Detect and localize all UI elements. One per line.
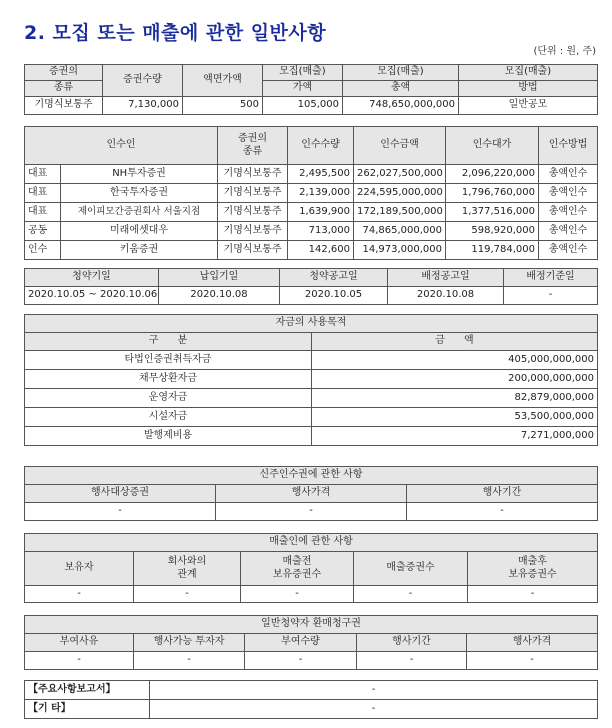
header-offer-total: 모집(매출)	[343, 65, 459, 81]
header-security-type: 증권의 종류	[218, 127, 288, 165]
underwriters-table	[24, 126, 598, 260]
header-underwrite-method: 인수방법	[539, 127, 598, 165]
cell-security-type: 기명식보통주	[218, 241, 288, 260]
cell-method: 총액인수	[539, 222, 598, 241]
cell-category: 타법인증권취득자금	[25, 351, 312, 370]
cell-amount: 172,189,500,000	[354, 203, 446, 222]
cell-role: 인수	[25, 241, 61, 260]
cell-role: 대표	[25, 184, 61, 203]
header-exercise-target: 행사대상증권	[25, 485, 216, 503]
header-subscription-date: 청약기일	[25, 269, 159, 287]
header-before-holdings: 매출전 보유증권수	[241, 552, 354, 586]
cell-before-holdings: -	[241, 586, 354, 603]
cell-underwriter-name: 키움증권	[61, 241, 218, 260]
unit-label: (단위 : 원, 주)	[533, 46, 596, 57]
putback-table	[24, 615, 598, 670]
header-face-value: 액면가액	[183, 65, 263, 97]
cell-sold-shares: -	[354, 586, 468, 603]
cell-amount: 405,000,000,000	[312, 351, 598, 370]
cell-category: 운영자금	[25, 389, 312, 408]
cell-offer-total: 748,650,000,000	[343, 97, 459, 115]
cell-quantity: 7,130,000	[103, 97, 183, 115]
cell-exercise-target: -	[25, 503, 216, 521]
cell-category: 채무상환자금	[25, 370, 312, 389]
table-row	[25, 184, 598, 203]
section-title-seller: 매출인에 관한 사항	[25, 534, 598, 552]
cell-category: 발행제비용	[25, 427, 312, 446]
cell-role: 공동	[25, 222, 61, 241]
cell-method: 총액인수	[539, 184, 598, 203]
cell-qty: 713,000	[288, 222, 354, 241]
header-offer-total-2: 총액	[343, 81, 459, 97]
cell-amount: 224,595,000,000	[354, 184, 446, 203]
table-row	[25, 652, 598, 670]
header-underwrite-fee: 인수대가	[446, 127, 539, 165]
cell-security-type: 기명식보통주	[218, 203, 288, 222]
table-row	[25, 241, 598, 260]
cell-exercise-price: -	[467, 652, 598, 670]
header-security-type-2: 종류	[25, 81, 103, 97]
table-row	[25, 503, 598, 521]
section-title-putback: 일반청약자 환매청구권	[25, 616, 598, 634]
cell-underwriter-name: 제이피모간증권회사 서울지점	[61, 203, 218, 222]
cell-qty: 2,495,500	[288, 165, 354, 184]
header-after-holdings: 매출후 보유증권수	[468, 552, 598, 586]
header-quantity: 증권수량	[103, 65, 183, 97]
cell-fee: 119,784,000	[446, 241, 539, 260]
cell-fee: 2,096,220,000	[446, 165, 539, 184]
table-row	[25, 165, 598, 184]
cell-security-type: 기명식보통주	[218, 184, 288, 203]
cell-role: 대표	[25, 203, 61, 222]
cell-exercise-price: -	[216, 503, 407, 521]
table-row	[25, 389, 598, 408]
cell-face-value: 500	[183, 97, 263, 115]
header-grant-reason: 부여사유	[25, 634, 134, 652]
footer-table	[24, 680, 598, 719]
header-allocation-base-date: 배정기준일	[504, 269, 598, 287]
funds-table	[24, 314, 598, 446]
header-exercise-period: 행사기간	[407, 485, 598, 503]
header-category: 구 분	[25, 333, 312, 351]
header-grant-qty: 부여수량	[245, 634, 357, 652]
header-eligible-investor: 행사가능 투자자	[134, 634, 245, 652]
cell-grant-reason: -	[25, 652, 134, 670]
cell-eligible-investor: -	[134, 652, 245, 670]
cell-offer-method: 일반공모	[459, 97, 598, 115]
cell-security-type: 기명식보통주	[218, 165, 288, 184]
cell-notice-date: 2020.10.05	[280, 287, 388, 305]
header-underwrite-amount: 인수금액	[354, 127, 446, 165]
header-offer-price: 모집(매출)	[263, 65, 343, 81]
section-title-funds: 자금의 사용목적	[25, 315, 598, 333]
cell-amount: 82,879,000,000	[312, 389, 598, 408]
header-offer-method-2: 방법	[459, 81, 598, 97]
warrants-table	[24, 466, 598, 521]
cell-amount: 53,500,000,000	[312, 408, 598, 427]
header-allocation-notice-date: 배정공고일	[388, 269, 504, 287]
header-amount: 금 액	[312, 333, 598, 351]
header-payment-date: 납입기일	[159, 269, 280, 287]
cell-method: 총액인수	[539, 203, 598, 222]
header-exercise-price: 행사가격	[467, 634, 598, 652]
page-title: 2. 모집 또는 매출에 관한 일반사항	[24, 22, 327, 44]
cell-allocation-base-date: -	[504, 287, 598, 305]
cell-fee: 1,796,760,000	[446, 184, 539, 203]
header-exercise-price: 행사가격	[216, 485, 407, 503]
section-title-warrants: 신주인수권에 관한 사항	[25, 467, 598, 485]
table-row	[25, 427, 598, 446]
table-row	[25, 203, 598, 222]
table-row	[25, 351, 598, 370]
header-relation: 회사와의 관계	[134, 552, 241, 586]
header-offer-method: 모집(매출)	[459, 65, 598, 81]
cell-relation: -	[134, 586, 241, 603]
cell-underwriter-name: NH투자증권	[61, 165, 218, 184]
header-underwrite-qty: 인수수량	[288, 127, 354, 165]
table-row	[25, 97, 598, 115]
cell-exercise-period: -	[407, 503, 598, 521]
table-row	[25, 370, 598, 389]
cell-exercise-period: -	[357, 652, 467, 670]
cell-fee: 598,920,000	[446, 222, 539, 241]
value-major-report: -	[150, 681, 598, 700]
cell-method: 총액인수	[539, 241, 598, 260]
cell-amount: 14,973,000,000	[354, 241, 446, 260]
schedule-table	[24, 268, 598, 305]
cell-qty: 142,600	[288, 241, 354, 260]
cell-role: 대표	[25, 165, 61, 184]
cell-amount: 74,865,000,000	[354, 222, 446, 241]
cell-grant-qty: -	[245, 652, 357, 670]
header-exercise-period: 행사기간	[357, 634, 467, 652]
cell-security-type: 기명식보통주	[25, 97, 103, 115]
cell-fee: 1,377,516,000	[446, 203, 539, 222]
table-row	[25, 586, 598, 603]
header-notice-date: 청약공고일	[280, 269, 388, 287]
offering-table	[24, 64, 598, 115]
label-major-report: 【주요사항보고서】	[25, 681, 150, 700]
table-row	[25, 287, 598, 305]
cell-underwriter-name: 한국투자증권	[61, 184, 218, 203]
header-holder: 보유자	[25, 552, 134, 586]
header-offer-price-2: 가액	[263, 81, 343, 97]
cell-qty: 1,639,900	[288, 203, 354, 222]
header-sold-shares: 매출증권수	[354, 552, 468, 586]
table-row	[25, 222, 598, 241]
cell-security-type: 기명식보통주	[218, 222, 288, 241]
cell-payment-date: 2020.10.08	[159, 287, 280, 305]
cell-qty: 2,139,000	[288, 184, 354, 203]
cell-amount: 200,000,000,000	[312, 370, 598, 389]
cell-subscription-date: 2020.10.05 ~ 2020.10.06	[25, 287, 159, 305]
value-etc: -	[150, 700, 598, 719]
cell-amount: 7,271,000,000	[312, 427, 598, 446]
cell-underwriter-name: 미래에셋대우	[61, 222, 218, 241]
seller-table	[24, 533, 598, 603]
label-etc: 【기 타】	[25, 700, 150, 719]
cell-after-holdings: -	[468, 586, 598, 603]
cell-amount: 262,027,500,000	[354, 165, 446, 184]
cell-method: 총액인수	[539, 165, 598, 184]
cell-category: 시설자금	[25, 408, 312, 427]
header-security-type: 증권의	[25, 65, 103, 81]
header-underwriter: 인수인	[25, 127, 218, 165]
cell-offer-price: 105,000	[263, 97, 343, 115]
table-row	[25, 408, 598, 427]
cell-holder: -	[25, 586, 134, 603]
cell-allocation-notice-date: 2020.10.08	[388, 287, 504, 305]
